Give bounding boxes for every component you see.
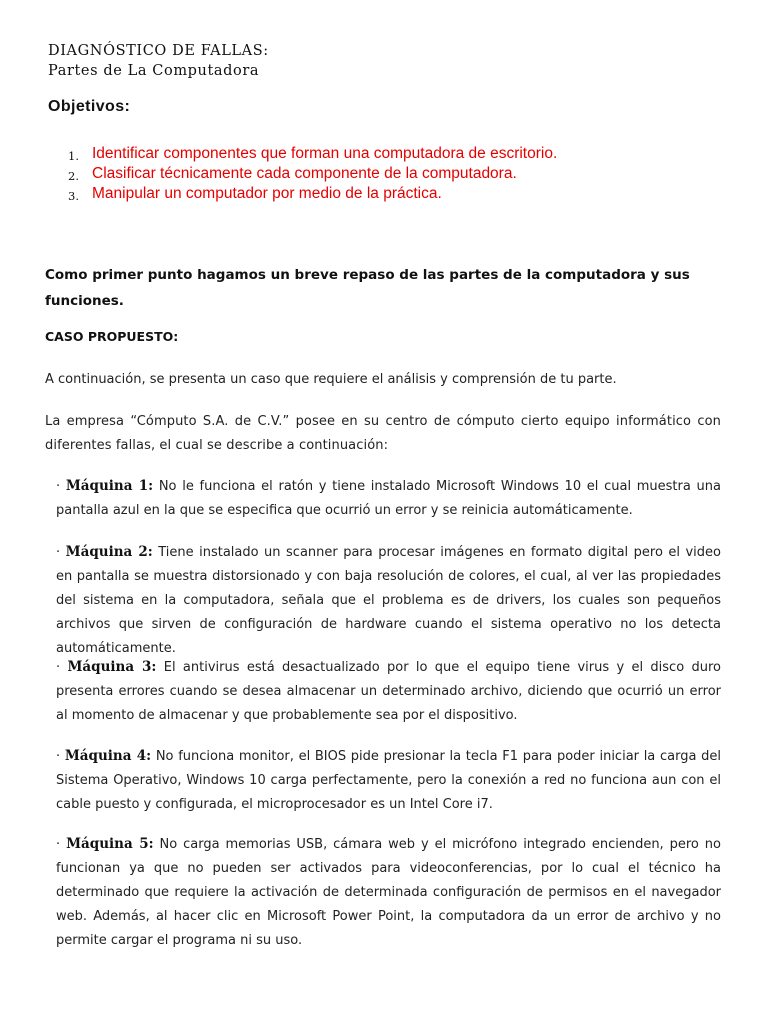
case-heading: CASO PROPUESTO:	[45, 329, 179, 344]
objectives-heading: Objetivos:	[48, 98, 131, 115]
objective-item	[0, 165, 768, 185]
bullet-mark: ·	[56, 837, 61, 852]
document-subtitle: Partes de La Computadora	[48, 63, 260, 79]
bullet-mark: ·	[56, 479, 61, 494]
machine-label: Máquina 4:	[64, 748, 152, 764]
objective-item	[0, 185, 768, 205]
machine-entry	[56, 540, 721, 661]
machine-label: Máquina 5:	[66, 836, 154, 852]
machine-label: Máquina 3:	[67, 659, 157, 675]
machine-description: No le funciona el ratón y tiene instalado Microsoft Windows 10 el cual muestra una pantalla azul en la que se especifica que ocurrió un error y se reinicia automáticamente.	[56, 479, 721, 518]
bullet-mark: ·	[56, 749, 61, 764]
intro-paragraph: Como primer punto hagamos un breve repaso de las partes de la computadora y sus funciones.	[45, 267, 690, 309]
machine-entry	[56, 655, 721, 728]
machine-entry	[56, 744, 721, 817]
machine-description: No carga memorias USB, cámara web y el micrófono integrado encienden, pero no funcionan ya que no pueden ser activados para videoconferencias, por lo cual el técnico ha determinado que requiere la activación de determinada configuración de permisos en el navegador web. Además, al hacer clic en Microsoft Power Point, la computadora da un error de archivo y no permite cargar el programa ni su uso.	[56, 837, 722, 948]
machine-description: No funciona monitor, el BIOS pide presionar la tecla F1 para poder iniciar la carga del Sistema Operativo, Windows 10 carga perfectamente, pero la conexión a red no funciona aun con el cable puesto y configurada, el microprocesador es un Intel Core i7.	[56, 749, 721, 812]
objective-number: 3.	[68, 189, 79, 203]
bullet-mark: ·	[56, 545, 61, 560]
machine-entry	[56, 474, 721, 523]
machine-entry	[56, 832, 721, 953]
machine-label: Máquina 2:	[65, 544, 153, 560]
machine-label: Máquina 1:	[65, 478, 154, 494]
objective-text: Clasificar técnicamente cada componente de la computadora.	[92, 165, 517, 182]
machine-description: Tiene instalado un scanner para procesar imágenes en formato digital pero el video en pantalla se muestra distorsionado y con baja resolución de colores, el cual, al ver las propiedades del sistema en la computadora, señala que el problema es de drivers, los cuales son pequeños archivos que sirven de configuración de hardware cuando el sistema operativo no los detecta automáticamente.	[56, 545, 722, 656]
bullet-mark: ·	[56, 660, 61, 675]
case-intro-paragraph: A continuación, se presenta un caso que requiere el análisis y comprensión de tu parte.	[45, 372, 617, 387]
objective-item	[0, 145, 768, 165]
document-title: DIAGNÓSTICO DE FALLAS:	[48, 43, 269, 59]
company-paragraph: La empresa “Cómputo S.A. de C.V.” posee en su centro de cómputo cierto equipo informático con diferentes fallas, el cual se describe a continuación:	[45, 414, 721, 453]
objectives-list	[0, 145, 768, 205]
objective-text: Identificar componentes que forman una computadora de escritorio.	[92, 145, 558, 162]
objective-text: Manipular un computador por medio de la práctica.	[92, 185, 442, 202]
objective-number: 2.	[68, 169, 79, 183]
objective-number: 1.	[68, 149, 79, 163]
machine-description: El antivirus está desactualizado por lo que el equipo tiene virus y el disco duro presenta errores cuando se desea almacenar un determinado archivo, diciendo que ocurrió un error al momento de almacenar y que probablemente sea por el dispositivo.	[56, 660, 722, 723]
